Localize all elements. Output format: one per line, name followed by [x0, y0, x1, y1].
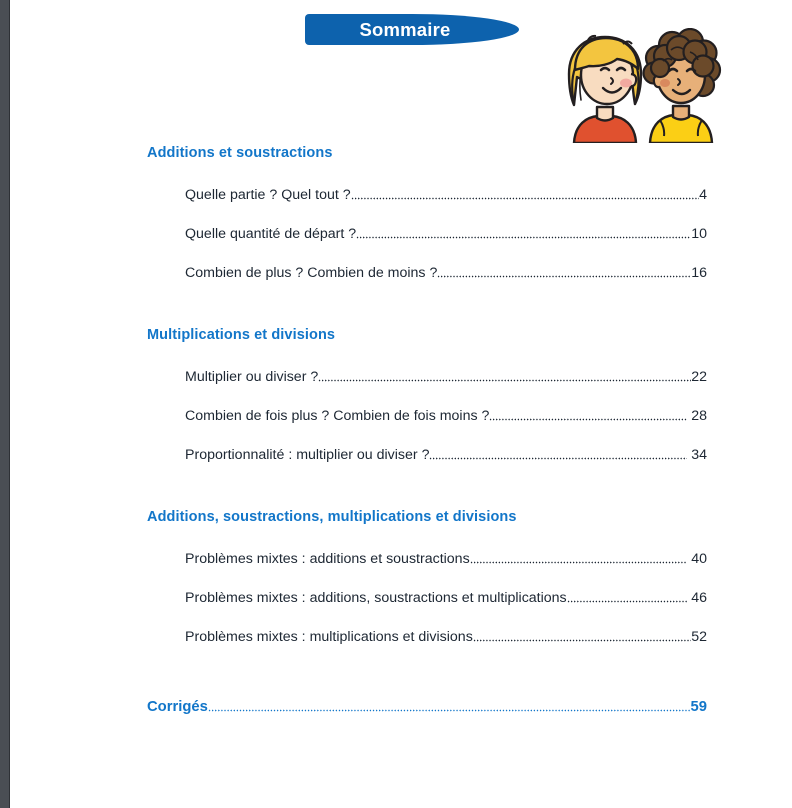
toc-entry-page: 34: [691, 447, 707, 463]
viewer-gutter: [0, 0, 10, 808]
toc-entry[interactable]: [185, 226, 707, 242]
toc-entry-label: Problèmes mixtes : multiplications et divisions: [185, 629, 473, 645]
toc-entry-page: 28: [691, 408, 707, 424]
dot-leader: [429, 451, 687, 460]
toc-entry-page: 16: [691, 265, 707, 281]
toc-entry-page: 46: [691, 590, 707, 606]
dot-leader: [470, 555, 688, 564]
dot-leader: [208, 703, 691, 712]
section-heading: Additions, soustractions, multiplications et divisions: [147, 509, 517, 525]
two-children-illustration: [545, 28, 725, 143]
section-entries: [147, 187, 707, 281]
toc-section: [147, 327, 707, 463]
toc-entry-label: Quelle partie ? Quel tout ?: [185, 187, 351, 203]
toc-entry-corriges[interactable]: [147, 699, 707, 715]
toc-entry-label: Proportionnalité : multiplier ou diviser ?: [185, 447, 430, 463]
boy-figure: [644, 29, 721, 143]
section-heading: Additions et soustractions: [147, 145, 333, 161]
dot-leader: [567, 594, 688, 603]
toc-entry-label: Multiplier ou diviser ?: [185, 369, 319, 385]
dot-leader: [489, 412, 687, 421]
toc-entry-label: Corrigés: [147, 699, 208, 715]
toc-section: [147, 509, 707, 645]
toc-entry[interactable]: [185, 551, 707, 567]
toc-entry-page: 4: [699, 187, 707, 203]
dot-leader: [356, 230, 691, 239]
toc-entry[interactable]: [185, 629, 707, 645]
girl-figure: [569, 36, 641, 143]
toc-entry-label: Combien de plus ? Combien de moins ?: [185, 265, 438, 281]
toc-entry-page: 40: [691, 551, 707, 567]
table-of-contents: [147, 145, 707, 715]
toc-entry-page: 59: [690, 699, 707, 715]
page-title: Sommaire: [359, 19, 451, 40]
toc-entry[interactable]: [185, 447, 707, 463]
toc-entry-label: Problèmes mixtes : additions et soustractions: [185, 551, 470, 567]
toc-entry[interactable]: [185, 369, 707, 385]
dot-leader: [351, 191, 699, 200]
toc-section: [147, 145, 707, 281]
dot-leader: [318, 373, 691, 382]
toc-entry-page: 22: [691, 369, 707, 385]
section-heading: Multiplications et divisions: [147, 327, 336, 343]
toc-entry-label: Quelle quantité de départ ?: [185, 226, 357, 242]
toc-entry-page: 52: [691, 629, 707, 645]
section-entries: [147, 369, 707, 463]
toc-entry[interactable]: [185, 408, 707, 424]
sommaire-banner: [305, 14, 519, 45]
toc-entry-label: Problèmes mixtes : additions, soustractions et multiplications: [185, 590, 567, 606]
section-entries: [147, 551, 707, 645]
toc-entry[interactable]: [185, 187, 707, 203]
dot-leader: [437, 269, 691, 278]
toc-entry-label: Combien de fois plus ? Combien de fois moins ?: [185, 408, 490, 424]
toc-entry[interactable]: [185, 590, 707, 606]
toc-entry-page: 10: [691, 226, 707, 242]
toc-entry[interactable]: [185, 265, 707, 281]
pdf-page: [10, 0, 792, 808]
dot-leader: [473, 633, 691, 642]
